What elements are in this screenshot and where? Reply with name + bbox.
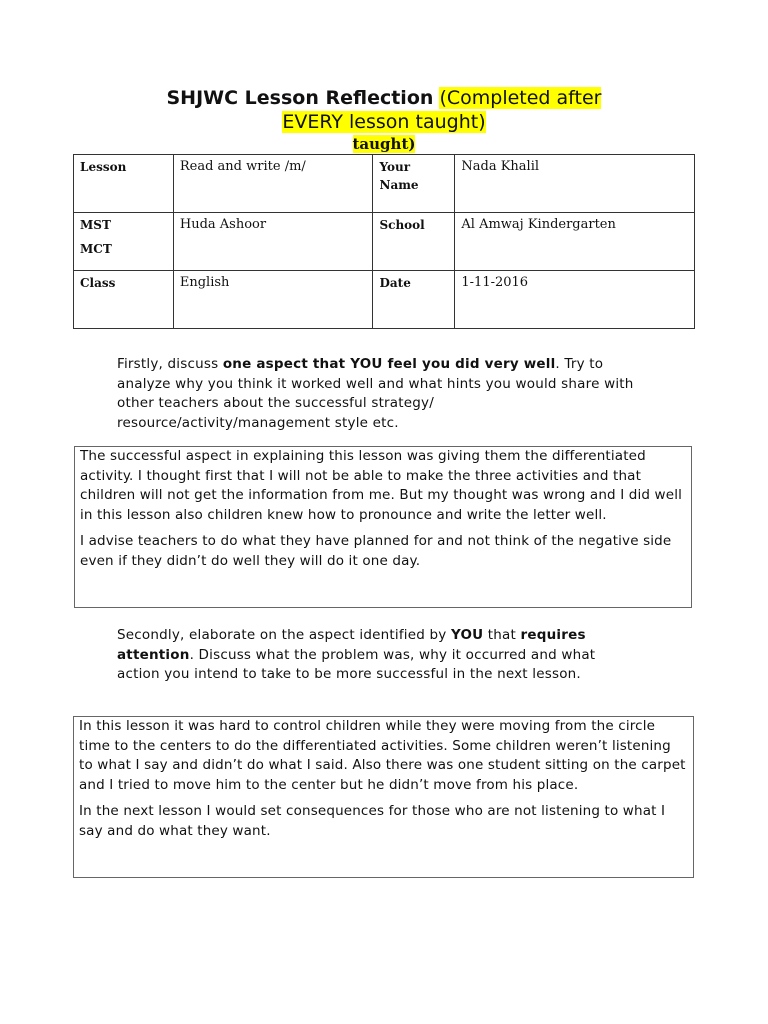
your-name-label-line2: Name	[379, 178, 419, 192]
title-line-3	[0, 135, 768, 153]
class-label: Class	[74, 271, 174, 329]
class-value: English	[173, 271, 373, 329]
prompt-attention-bold-you: YOU	[450, 627, 484, 643]
answer-attention-paragraph-1: In this lesson it was hard to control children while they were moving from the circle time to the centers to do the differentiated activities. Some children weren’t listening to what I say and didn’t do what I said. Also there was one student sitting on the carpet and I tried to move him to the center but he didn’t move from his place.	[79, 718, 686, 793]
table-row	[74, 213, 695, 271]
mst-label: MST	[80, 218, 111, 232]
prompt-attention-mid: that	[483, 627, 521, 643]
answer-well-paragraph-2: I advise teachers to do what they have planned for and not think of the negative side even if they didn’t do well they will do it one day.	[80, 533, 672, 569]
prompt-attention-pre: Secondly, elaborate on the aspect identified by	[117, 627, 451, 643]
prompt-well-bold: one aspect that YOU feel you did very well	[222, 356, 556, 372]
prompt-attention-bold-requires: requires attention	[117, 627, 586, 663]
school-value: Al Amwaj Kindergarten	[455, 213, 695, 271]
lesson-info-table	[73, 154, 695, 329]
answer-attention-paragraph-2: In the next lesson I would set consequences for those who are not listening to what I say and do what they want.	[79, 803, 666, 839]
lesson-label: Lesson	[74, 155, 174, 213]
date-value: 1-11-2016	[455, 271, 695, 329]
prompt-well-post: . Try to analyze why you think it worked well and what hints you would share with other teachers about the successful strategy/ resource/activity/management style etc.	[117, 356, 634, 431]
answer-box-attention	[73, 716, 694, 878]
prompt-attention	[117, 626, 637, 685]
your-name-label-line1: Your	[379, 160, 411, 174]
table-row	[74, 155, 695, 213]
school-label: School	[373, 213, 455, 271]
answer-box-well	[74, 446, 692, 608]
table-row	[74, 271, 695, 329]
mct-label: MCT	[80, 242, 112, 256]
mst-mct-label	[74, 213, 174, 271]
title-bold: SHJWC Lesson Reflection	[166, 87, 434, 109]
lesson-value: Read and write /m/	[173, 155, 373, 213]
title-highlight-a: (Completed after	[439, 87, 602, 109]
mst-value: Huda Ashoor	[173, 213, 373, 271]
date-label: Date	[373, 271, 455, 329]
prompt-attention-post: . Discuss what the problem was, why it occurred and what action you intend to take to be more successful in the next lesson.	[117, 646, 596, 682]
your-name-value: Nada Khalil	[455, 155, 695, 213]
your-name-label	[373, 155, 455, 213]
prompt-well	[117, 355, 637, 433]
answer-well-paragraph-1: The successful aspect in explaining this lesson was giving them the differentiated activity. I thought first that I will not be able to make the three activities and that children will not get the information from me. But my thought was wrong and I did well in this lesson also children knew how to pronounce and write the letter well.	[80, 448, 683, 523]
title-line-2	[0, 110, 768, 134]
prompt-well-pre: Firstly, discuss	[117, 356, 223, 372]
title-highlight-c: taught)	[352, 135, 416, 153]
title-highlight-b: EVERY lesson taught)	[282, 111, 486, 133]
document-title	[0, 86, 768, 110]
